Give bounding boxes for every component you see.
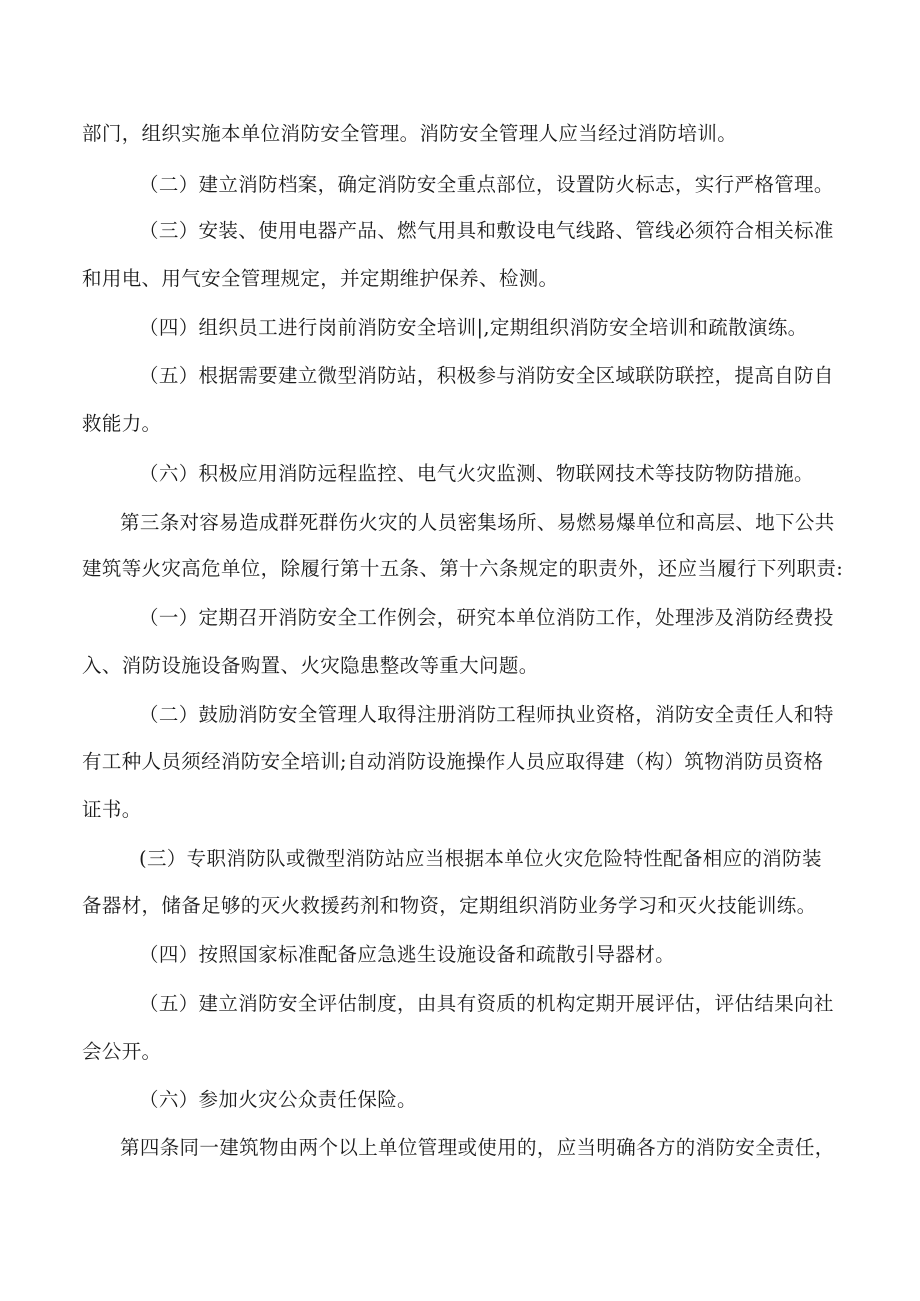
text-line: 证书。 [82, 798, 142, 821]
text-line: (三）专职消防队或微型消防站应当根据本单位火灾危险特性配备相应的消防装 [139, 847, 822, 870]
text-line: （一）定期召开消防安全工作例会，研究本单位消防工作，处理涉及消防经费投 [139, 606, 834, 629]
text-line: （六）积极应用消防远程监控、电气火灾监测、物联网技术等技防物防措施。 [139, 462, 814, 485]
text-line: 部门，组织实施本单位消防安全管理。消防安全管理人应当经过消防培训。 [82, 122, 738, 145]
text-line: 有工种人员须经消防安全培训;自动消防设施操作人员应取得建（构）筑物消防员资格 [82, 750, 824, 773]
text-line: （二）鼓励消防安全管理人取得注册消防工程师执业资格，消防安全责任人和特 [139, 703, 834, 726]
text-line: 和用电、用气安全管理规定，并定期维护保养、检测。 [82, 267, 559, 290]
text-line: 入、消防设施设备购置、火灾隐患整改等重大问题。 [82, 654, 539, 677]
text-line: 第四条同一建筑物由两个以上单位管理或使用的，应当明确各方的消防安全责任， [120, 1136, 835, 1159]
text-line: 救能力。 [82, 412, 162, 435]
text-line: 建筑等火灾高危单位，除履行第十五条、第十六条规定的职责外，还应当履行下列职责: [82, 557, 844, 580]
text-line: （四）组织员工进行岗前消防安全培训|,定期组织消防安全培训和疏散演练。 [139, 316, 808, 339]
text-line: （二）建立消防档案，确定消防安全重点部位，设置防火标志，实行严格管理。 [139, 173, 834, 196]
text-line: （四）按照国家标准配备应急逃生设施设备和疏散引导器材。 [139, 943, 675, 966]
text-line: 备器材，储备足够的灭火救援药剂和物资，定期组织消防业务学习和灭火技能训练。 [82, 894, 817, 917]
text-line: （五）根据需要建立微型消防站，积极参与消防安全区域联防联控，提高自防自 [139, 364, 834, 387]
text-line: （三）安装、使用电器产品、燃气用具和敷设电气线路、管线必须符合相关标准 [139, 219, 834, 242]
text-line: 会公开。 [82, 1040, 162, 1063]
text-line: （五）建立消防安全评估制度，由具有资质的机构定期开展评估，评估结果向社 [139, 992, 834, 1015]
text-line: （六）参加火灾公众责任保险。 [139, 1088, 417, 1111]
text-line: 第三条对容易造成群死群伤火灾的人员密集场所、易燃易爆单位和高层、地下公共 [120, 511, 835, 534]
